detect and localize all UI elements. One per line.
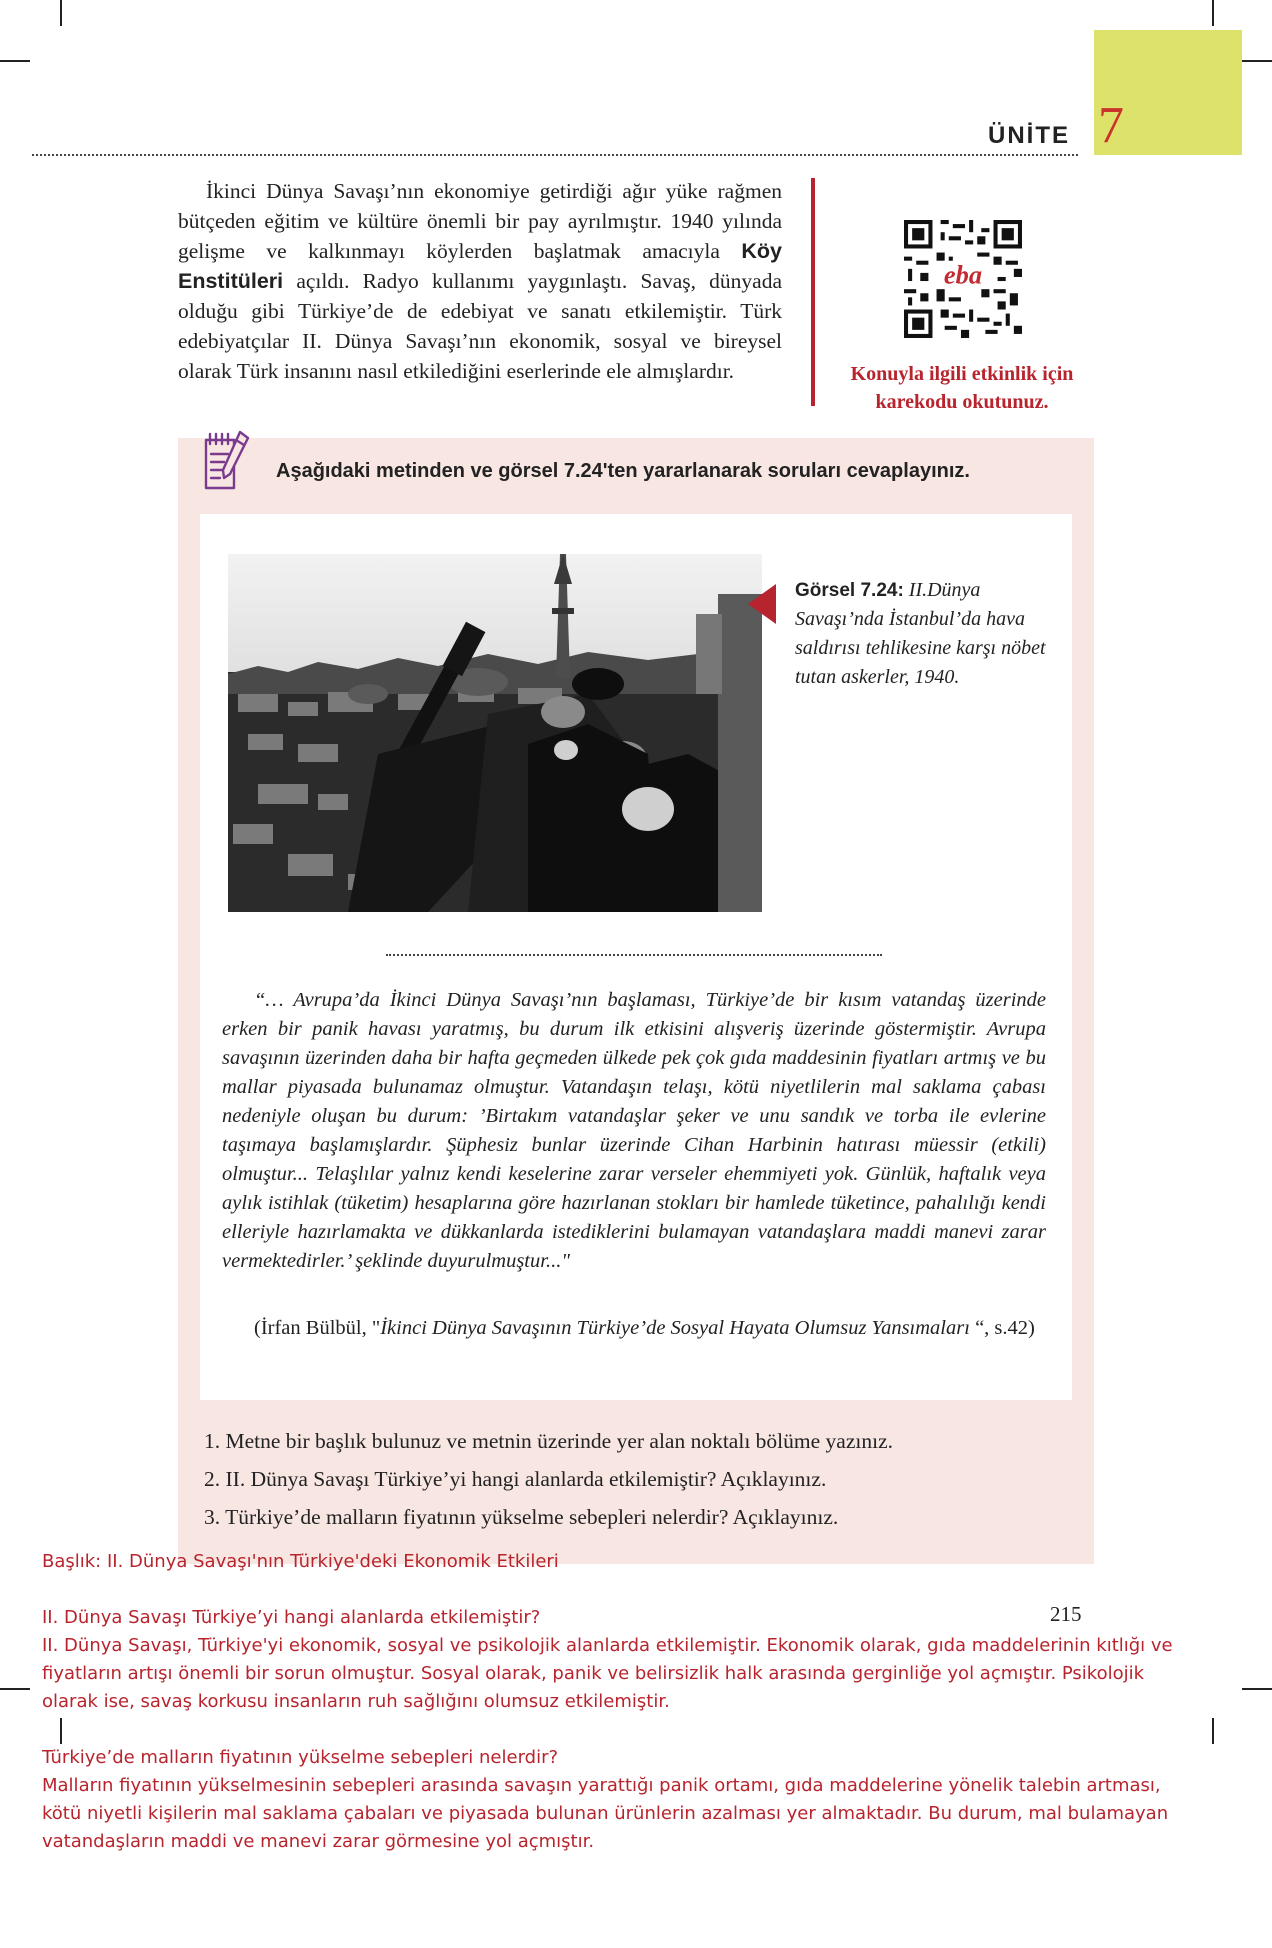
vertical-divider [811,178,815,406]
highlight-term: Köy Enstitüleri [178,239,782,293]
answer-line: kötü niyetli kişilerin mal saklama çabaları ve piyasada bulunan ürünlerin azalması yer almaktadır. Bu durum, mal bulamayan [42,1803,1169,1824]
answers-block [42,1548,1272,1856]
question-item: 2. II. Dünya Savaşı Türkiye’yi hangi alanlarda etkilemiştir? Açıklayınız. [204,1467,827,1491]
page-number: 215 [1050,1602,1082,1626]
question-item: 1. Metne bir başlık bulunuz ve metnin üzerinde yer alan noktalı bölüme yazınız. [204,1429,893,1453]
qr-badge: eba [943,259,983,290]
answer-line: fiyatların artışı önemli bir sorun olmuştur. Sosyal olarak, panik ve belirsizlik halk arasında gerginliğe yol açmıştır. Psikolojik [42,1663,1145,1684]
question-list [204,1422,893,1536]
answer-line: II. Dünya Savaşı, Türkiye'yi ekonomik, sosyal ve psikolojik alanlarda etkilemiştir. Ekonomik olarak, gıda maddelerinin kıtlığı ve [42,1635,1173,1656]
crop-mark [60,0,62,26]
figure-caption [795,576,1065,692]
answer-line: vatandaşların maddi ve manevi zarar görmesine yol açmıştır. [42,1831,595,1852]
crop-mark [0,1688,30,1690]
red-triangle-pointer-icon [748,584,776,624]
figure-label: Görsel 7.24: [795,580,904,601]
title-dotted-line[interactable] [386,954,882,956]
pencil-paper-icon [200,426,252,494]
qr-caption: Konuyla ilgili etkinlik için karekodu okutunuz. [850,363,1074,413]
crop-mark [0,60,30,62]
figure-caption-text: II.Dünya Savaşı’nda İstanbul’da hava saldırısı tehlikesine karşı nöbet tutan askerler, 1940. [795,579,1046,688]
header-dotted-rule [32,154,1078,156]
answer-title: Başlık: II. Dünya Savaşı'nın Türkiye'deki Ekonomik Etkileri [42,1551,559,1572]
question-item: 3. Türkiye’de malların fiyatının yükselme sebepleri nelerdir? Açıklayınız. [204,1505,839,1529]
unit-number: 7 [1098,97,1124,154]
crop-mark [1242,60,1272,62]
intro-paragraph: İkinci Dünya Savaşı’nın ekonomiye getirdiği ağır yüke rağmen bütçeden eğitim ve kültüre önemli bir pay ayrılmıştır. 1940 yılında gelişme ve kalkınmayı köylerden başlatmak amacıyla Köy Enstitüleri açıldı. Radyo kullanımı yaygınlaştı. Savaş, dünyada olduğu gibi Türkiye’de de edebiyat ve sanatı etkilemiştir. Türk edebiyatçılar II. Dünya Savaşı’nın ekonomik, sosyal ve bireysel olarak Türk insanını nasıl etkilediğini eserlerinde ele almışlardır. [178,179,782,383]
activity-instruction: Aşağıdaki metinden ve görsel 7.24'ten yararlanarak soruları cevaplayınız. [276,460,970,482]
quote-source: (İrfan Bülbül, "İkinci Dünya Savaşının Türkiye’de Sosyal Hayata Olumsuz Yansımaları “, s.42) [254,1317,1035,1339]
crop-mark [1212,0,1214,26]
qr-code-icon[interactable] [904,220,1022,338]
answer-line: Malların fiyatının yükselmesinin sebepleri arasında savaşın yarattığı panik ortamı, gıda maddelerine yönelik talebin artması, [42,1775,1161,1796]
answer-question-2: II. Dünya Savaşı Türkiye’yi hangi alanlarda etkilemiştir? [42,1607,541,1628]
quoted-text: “… Avrupa’da İkinci Dünya Savaşı’nın başlaması, Türkiye’de bir kısım vatandaş üzerinde erken bir panik havası yaratmış, bu durum ilk etkisini alışveriş üzerinde göstermiştir. Avrupa savaşının üzerinden daha bir hafta geçmeden ülkede pek çok gıda maddesinin fiyatları artmış ve bu mallar piyasada bulunamaz olmuştur. Vatandaşın telaşı, kötü niyetlilerin mal saklama çabası nedeniyle oluşan bu durum: ’Birtakım vatandaşlar şeker ve unu sandık ve torba ile evlerine taşımaya başlamışlardır. Şüphesiz bunlar üzerinde Cihan Harbinin hatırası müessir (etkili) olmuştur... Telaşlılar yalnız kendi keselerine zarar verseler ehemmiyeti yok. Günlük, haftalık veya aylık istihlak (tüketim) hesaplarına göre hazırlanan stokları bir hamlede tüketince, pahalılığı kendi elleriyle hazırlamakta ve dükkanlarda istediklerini bulamayan vatandaşlara maddi manevi zarar vermektedirler.’ şeklinde duyurulmuştur..." [222,989,1046,1272]
answer-question-3: Türkiye’de malların fiyatının yükselme sebepleri nelerdir? [42,1747,559,1768]
unit-label: ÜNİTE [988,122,1070,149]
historical-photo-soldiers [228,554,762,912]
answer-line: olarak ise, savaş korkusu insanların ruh sağlığını olumsuz etkilemiştir. [42,1691,670,1712]
